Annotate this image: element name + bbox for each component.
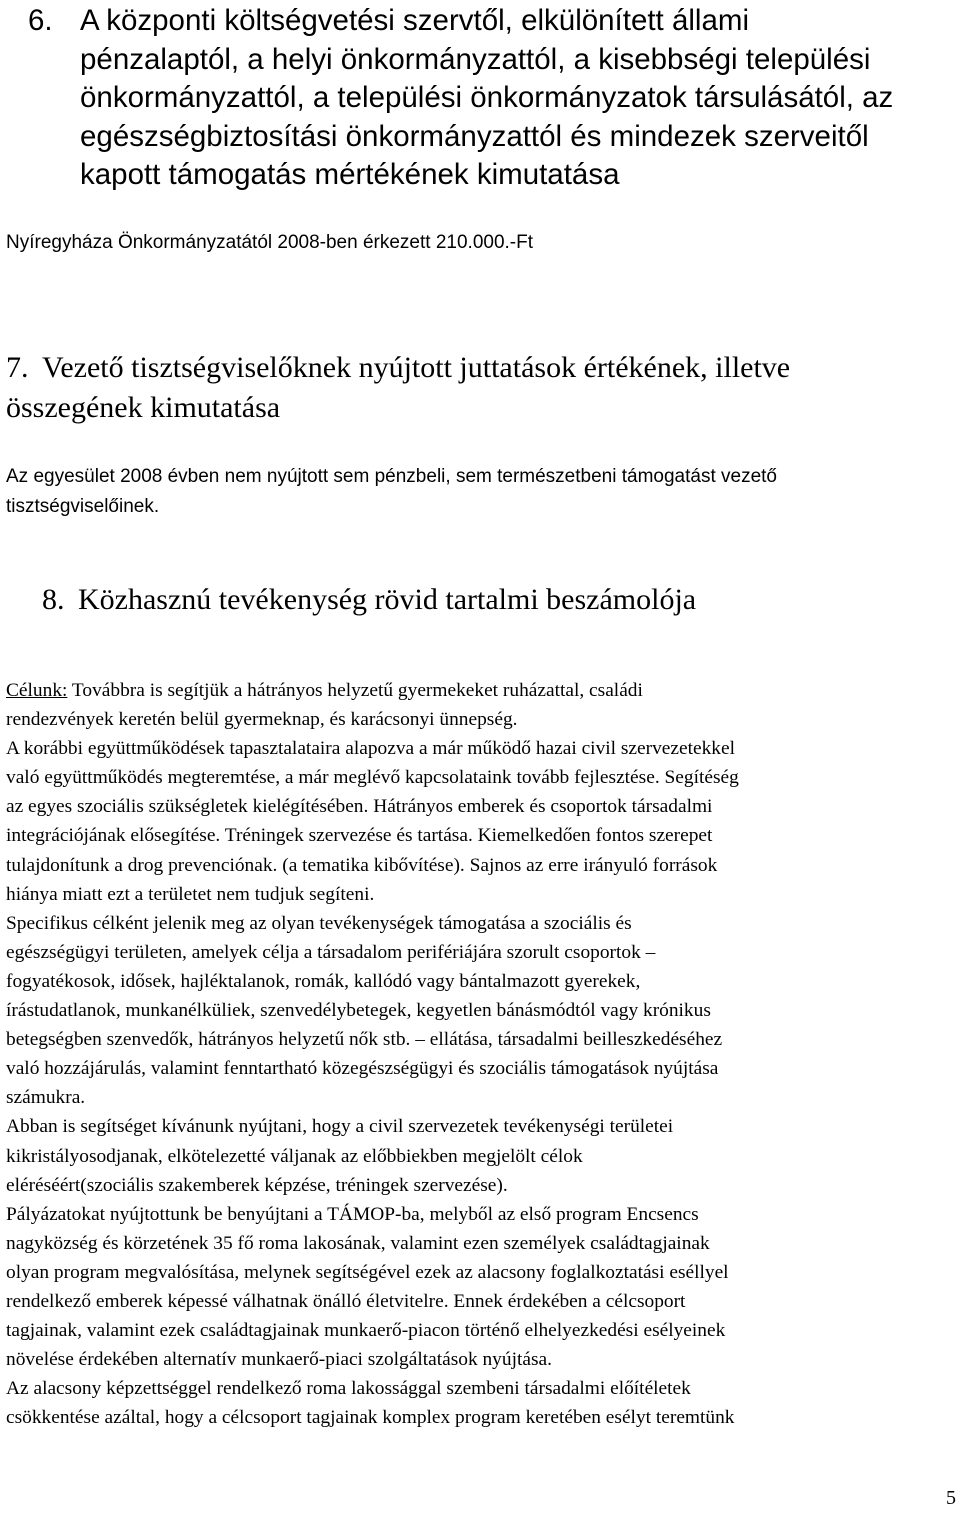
section-6-heading — [28, 2, 948, 195]
section-7-number: 7. — [6, 351, 29, 384]
body-line: írástudatlanok, munkanélküliek, szenvedélybetegek, kegyetlen bánásmódtól vagy krónikus — [6, 1000, 711, 1022]
section-6-heading-line: egészségbiztosítási önkormányzattól és mindezek szerveitől — [80, 119, 869, 153]
body-line: tulajdonítunk a drog prevenciónak. (a tematika kibővítése). Sajnos az erre irányuló források — [6, 854, 718, 876]
body-line: A korábbi együttműködések tapasztalataira alapozva a már működő hazai civil szervezetekkel — [6, 738, 735, 760]
body-line: tagjainak, valamint ezek családtagjainak munkaerő-piacon történő elhelyezkedési esélyeinek — [6, 1320, 726, 1342]
body-line: fogyatékosok, idősek, hajléktalanok, romák, kallódó vagy bántalmazott gyerekek, — [6, 970, 641, 992]
section-8-number: 8. — [42, 583, 65, 616]
section-8-heading-text: Közhasznú tevékenység rövid tartalmi beszámolója — [78, 583, 697, 616]
body-line: rendelkező emberek képessé válhatnak önálló életvitelre. Ennek érdekében a célcsoport — [6, 1290, 686, 1312]
body-line: olyan program megvalósítása, melynek segítségével ezek az alacsony foglalkoztatási eséllyel — [6, 1261, 729, 1283]
section-8-heading — [42, 580, 696, 620]
section-6-heading-line: kapott támogatás mértékének kimutatása — [80, 158, 620, 192]
section-6-number: 6. — [28, 4, 53, 37]
section-7-heading-line: összegének kimutatása — [6, 391, 281, 424]
body-line: egészségügyi területen, amelyek célja a társadalom perifériájára szorult csoportok – — [6, 941, 656, 963]
section-6-heading-line: önkormányzattól, a települési önkormányzatok társulásától, az — [80, 81, 894, 115]
body-line: rendezvények keretén belül gyermeknap, és karácsonyi ünnepség. — [6, 709, 518, 731]
body-line: Pályázatokat nyújtottunk be benyújtani a TÁMOP-ba, melyből az első program Encsencs — [6, 1203, 699, 1225]
body-line: Abban is segítséget kívánunk nyújtani, hogy a civil szervezetek tevékenységi területei — [6, 1116, 674, 1138]
goal-line — [6, 676, 958, 705]
body-line: integrációjának elősegítése. Tréningek szervezése és tartása. Kiemelkedően fontos szerepet — [6, 825, 713, 847]
body-line: nagyközség és körzetének 35 fő roma lakosának, valamint ezen személyek családtagjainak — [6, 1232, 710, 1254]
body-line: betegségben szenvedők, hátrányos helyzetű nők stb. – ellátása, társadalmi beilleszkedéséhez — [6, 1029, 723, 1051]
body-line: Az alacsony képzettséggel rendelkező roma lakossággal szembeni társadalmi előítéletek — [6, 1378, 691, 1400]
section-7-body-line: Az egyesület 2008 évben nem nyújtott sem pénzbeli, sem természetbeni támogatást vezető — [6, 466, 777, 487]
section-8-body — [6, 676, 958, 1432]
section-6-heading-line: pénzalaptól, a helyi önkormányzattól, a kisebbségi települési — [80, 42, 871, 76]
body-line: eléréséért(szociális szakemberek képzése, tréningek szervezése). — [6, 1174, 508, 1196]
section-6-body: Nyíregyháza Önkormányzatától 2008-ben érkezett 210.000.-Ft — [6, 232, 534, 253]
section-6-heading-line: A központi költségvetési szervtől, elkülönített állami — [80, 4, 749, 37]
body-line: való együttműködés megteremtése, a már meglévő kapcsolataink tovább fejlesztése. Segítéség — [6, 767, 739, 789]
body-line: az egyes szociális szükségletek kielégítésében. Hátrányos emberek és csoportok társadalmi — [6, 796, 713, 818]
body-line: Specifikus célként jelenik meg az olyan tevékenységek támogatása a szociális és — [6, 912, 632, 934]
body-line: hiánya miatt ezt a területet nem tudjuk segíteni. — [6, 883, 375, 905]
page-number: 5 — [946, 1487, 956, 1509]
section-7-heading-line: Vezető tisztségviselőknek nyújtott juttatások értékének, illetve — [42, 351, 791, 384]
goal-text: Továbbra is segítjük a hátrányos helyzetű gyermekeket ruházattal, családi — [67, 680, 643, 701]
section-7-body — [6, 462, 946, 522]
body-line: való hozzájárulás, valamint fenntartható közegészségügyi és szociális támogatások nyújtása — [6, 1058, 719, 1080]
goal-label: Célunk: — [6, 680, 68, 701]
section-7-body-line: tisztségviselőinek. — [6, 496, 160, 517]
body-line: csökkentése azáltal, hogy a célcsoport tagjainak komplex program keretében esélyt teremtünk — [6, 1407, 735, 1429]
body-line: számukra. — [6, 1087, 86, 1109]
body-line: kikristályosodjanak, elkötelezetté váljanak az előbbiekben megjelölt célok — [6, 1145, 583, 1167]
section-7-heading — [6, 348, 942, 428]
body-line: növelése érdekében alternatív munkaerő-piaci szolgáltatások nyújtása. — [6, 1349, 552, 1371]
